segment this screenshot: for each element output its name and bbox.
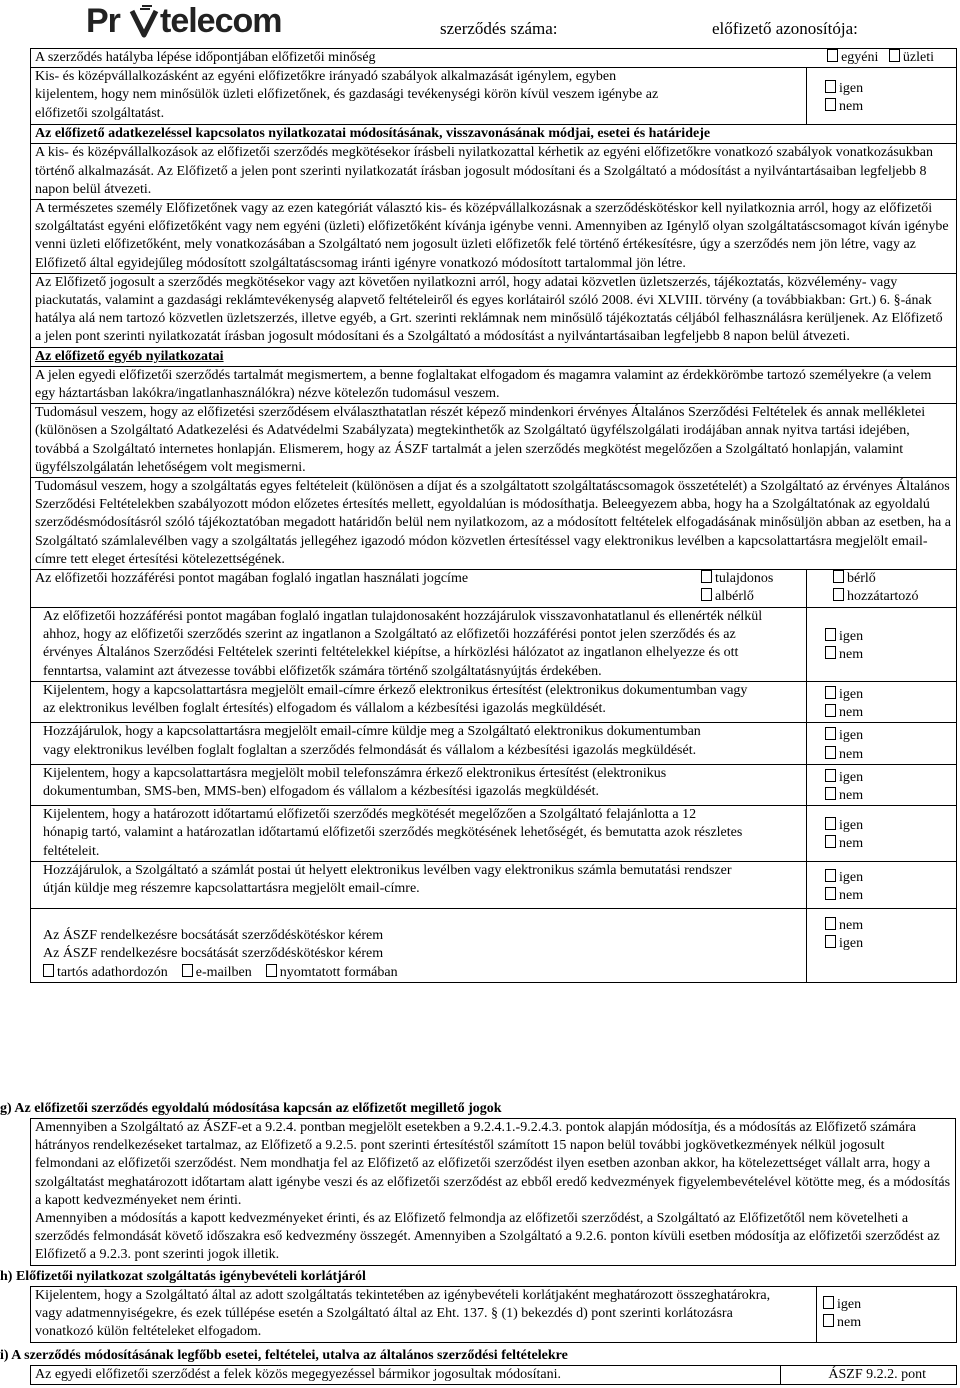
option-no[interactable] bbox=[825, 917, 952, 935]
checkbox-icon[interactable] bbox=[825, 769, 836, 782]
header bbox=[0, 0, 960, 48]
option-label: igen bbox=[839, 869, 864, 885]
checkbox-icon[interactable] bbox=[825, 686, 836, 699]
checkbox-icon[interactable] bbox=[825, 917, 836, 930]
company-logo bbox=[86, 2, 336, 42]
option-label: igen bbox=[839, 769, 864, 785]
checkbox-icon[interactable] bbox=[182, 964, 193, 977]
option-label: nem bbox=[837, 1315, 862, 1331]
electronic-invoice-text bbox=[31, 861, 807, 908]
row-text: Az ÁSZF rendelkezésre bocsátását szerződéskötéskor kérem bbox=[43, 946, 384, 962]
paragraph: Amennyiben a módosítás a kapott kedvezményeket érinti, és az Előfizető felmondja az előfizetői szerződést, a Szolgáltató az Előfizetőtől nem követelheti a szerződés felmondását követő időszakra eső kedvezmény összegét. Amennyiben a Szolgáltató a 9.2.6. ponton kívüli esetben módosítja az előfizetői szerződést az Előfizető a 9.2.3. pont szerinti jogok illetik. bbox=[35, 1211, 940, 1263]
option-label: igen bbox=[839, 936, 864, 952]
checkbox-icon[interactable] bbox=[823, 1314, 834, 1327]
checkbox-icon[interactable] bbox=[43, 964, 54, 977]
row-text: A szerződés hatályba lépése időpontjában előfizetői minőség bbox=[35, 50, 376, 65]
option-yes[interactable] bbox=[825, 817, 952, 835]
option-yes[interactable] bbox=[825, 935, 952, 953]
electronic-invoice-options bbox=[807, 861, 957, 908]
option-no[interactable] bbox=[825, 646, 952, 664]
checkbox-icon[interactable] bbox=[701, 588, 712, 601]
option-tenant[interactable] bbox=[833, 570, 952, 588]
option-no[interactable] bbox=[825, 887, 952, 905]
terms-acknowledgement-text: Tudomásul veszem, hogy az előfizetési szerződésem elválaszthatatlan részét képező mindenkori érvényes Általános Szerződési Feltételek és annak mellékletei (különösen a Szolgáltató Adatkezelési és Adatvédelmi Szabályzata) megtekinthetők az Szolgáltató ügyfélszolgálati irodájában annak nyitva tartási idejében, továbbá a Szolgáltató internetes honlapján. Elismerem, hogy az ÁSZF tartalmát a jelen szerződés megkötést megelőzően a Szolgáltató honlapján, valamint ügyfélszolgálatán lehetőségem volt megismerni. bbox=[31, 404, 957, 478]
section-g-title: g) Az előfizetői szerződés egyoldalú módosítása kapcsán az előfizetőt megillető jogok bbox=[0, 1101, 502, 1116]
option-individual[interactable] bbox=[827, 50, 878, 65]
option-yes[interactable] bbox=[825, 686, 952, 704]
option-label: nem bbox=[839, 887, 864, 903]
option-label: nyomtatott formában bbox=[279, 964, 398, 980]
subscriber-id-label: előfizető azonosítója: bbox=[712, 19, 858, 38]
option-yes[interactable] bbox=[825, 769, 952, 787]
option-no[interactable] bbox=[825, 787, 952, 805]
option-label: igen bbox=[837, 1297, 862, 1313]
option-yes[interactable] bbox=[825, 727, 952, 745]
terms-delivery-text bbox=[31, 909, 807, 983]
checkbox-icon[interactable] bbox=[889, 49, 900, 62]
checkbox-icon[interactable] bbox=[825, 80, 836, 93]
section-i-table bbox=[30, 1365, 957, 1385]
option-label: hozzátartozó bbox=[847, 589, 919, 605]
other-declarations-title: Az előfizető egyéb nyilatkozatai bbox=[31, 347, 957, 366]
option-label: igen bbox=[839, 818, 864, 834]
mobile-notice-text bbox=[31, 764, 807, 805]
option-label: nem bbox=[839, 746, 864, 762]
option-subtenant[interactable] bbox=[701, 588, 811, 606]
paragraph: Amennyiben a Szolgáltató az ÁSZF-et a 9.2.4. pontban megjelölt esetekben a 9.2.4.1.-9.2.4.3. pontok alapján módosítja, és a módosítás az Előfizető számára hátrányos rendelkezéseket tartalmaz, az Előfizető a 9.2.5. pont szerinti értesítéstől számított 15 napon belül további jogkövetkezmények nélkül jogosult felmondani az előfizetői szerződést. Nem mondhatja fel az Előfizető az előfizetői szerződést ilyen esetben azonban akkor, ha kötelezettséget vállalt arra, hogy a szolgáltatást meghatározott időtartam alatt igénybe veszi és az előfizetői szerződést az ebből eredő kedvezmények figyelembevételével kötötte meg, és a módosítás a kapott kedvezményeket nem érinti. bbox=[35, 1120, 951, 1208]
sme-request-text: A kis- és középvállalkozások az előfizetői szerződés megkötésekor írásbeli nyilatkozattal kérhetik az egyéni előfizetőkre vonatkozó szabályok vonatkozásukban történő alkalmazását. Az Előfizető a jelen pont szerinti nyilatkozatát írásban jogosult módosítani és a Szolgáltató a módosítást a nyilvántartásaiban legfeljebb 8 napon belül átvezeti. bbox=[31, 144, 957, 200]
row-text: Az előfizetői hozzáférési pontot magában foglaló ingatlan használati jogcíme bbox=[35, 571, 469, 587]
option-label: tartós adathordozón bbox=[57, 964, 168, 980]
section-g-text bbox=[31, 1119, 956, 1266]
checkbox-icon[interactable] bbox=[825, 835, 836, 848]
owner-consent-options bbox=[807, 608, 957, 682]
option-label: igen bbox=[839, 686, 864, 702]
option-email[interactable] bbox=[182, 965, 252, 980]
checkbox-icon[interactable] bbox=[825, 869, 836, 882]
option-durable-medium[interactable] bbox=[43, 965, 168, 980]
contract-acceptance-text: A jelen egyedi előfizetői szerződés tartalmát megismertem, a benne foglaltakat elfogadom és magamra valamint az érdekkörömbe tartozó személyekre (a velem egy háztartásban lakókra/ingatlanhasználókra) nézve kötelezőn tudomásul veszem. bbox=[31, 366, 957, 403]
svg-text:telecom: telecom bbox=[160, 2, 282, 40]
sme-declaration-options bbox=[807, 68, 957, 125]
row-text: Hozzájárulok, a Szolgáltató a számlát postai út helyett elektronikus levélben vagy elektronikus számla bemutatási rendszer útján küldje meg részemre kapcsolattartásra megjelölt email-címre. bbox=[43, 862, 732, 896]
email-notice-text bbox=[31, 681, 807, 722]
row-text: Az ÁSZF rendelkezésre bocsátását szerződéskötéskor kérem bbox=[43, 928, 384, 944]
option-label: e-mailben bbox=[195, 964, 252, 980]
section-h-title: h) Előfizetői nyilatkozat szolgáltatás igénybevételi korlátjáról bbox=[0, 1269, 366, 1284]
row-text: Hozzájárulok, hogy a kapcsolattartásra megjelölt email-címre küldje meg a Szolgáltató elektronikus dokumentumban vagy elektronikus levélben foglalt foglaltan a szerződés felmondását és vállalom a kézbesítési igazolás megküldését. bbox=[43, 724, 701, 758]
option-yes[interactable] bbox=[823, 1296, 952, 1314]
checkbox-icon[interactable] bbox=[825, 628, 836, 641]
unilateral-change-text: Tudomásul veszem, hogy a szolgáltatás egyes feltételeit (különösen a díjat és a szolgáltatott szolgáltatáscsomagok összetételét) a Szolgáltató az érvényes Általános Szerződési Feltételekben szabályozott módon előzetes értesítés mellett, egyoldalúan is módosíthatja. Beleegyezem abba, hogy ha a Szolgáltatónak az egyoldalú szerződésmódosításról szóló tájékoztatóban megadott határidőn belül nem nyilatkozom, az a módosított feltételek elfogadásának minősüljön abban az esetben, ha a Szolgáltató számlalevélben vagy a szolgáltatás jellegéhez igazodó módon közvetlen értesítéssel vagy elektronikus levélben a kapcsolattartásra megjelölt email-címre tett eleget értesítési kötelezettségének. bbox=[31, 478, 957, 570]
row-text: Kijelentem, hogy a kapcsolattartásra megjelölt mobil telefonszámra érkező elektronikus értesítést (elektronikus dokumentumban, SMS-ben, MMS-ben) elfogadom és vállalom a kézbesítési igazolás megküldését. bbox=[43, 765, 667, 799]
option-yes[interactable] bbox=[825, 869, 952, 887]
row-text: Kijelentem, hogy a kapcsolattartásra megjelölt email-címre érkező elektronikus értesítést (elektronikus dokumentumban vagy az elektronikus levélben foglalt értesítés) elfogadom és vállalom a kézbesítési igazolás megküldését. bbox=[43, 682, 748, 717]
sme-declaration-text bbox=[31, 68, 807, 125]
checkbox-icon[interactable] bbox=[825, 646, 836, 659]
option-label: tulajdonos bbox=[715, 571, 774, 587]
section-h-table bbox=[30, 1286, 957, 1343]
subscriber-quality-options bbox=[807, 49, 957, 68]
email-termination-text bbox=[31, 723, 807, 764]
option-printed[interactable] bbox=[266, 965, 398, 980]
checkbox-icon[interactable] bbox=[825, 935, 836, 948]
section-i-title: i) A szerződés módosításának legfőbb esetei, feltételei, utalva az általános szerződési feltételekre bbox=[0, 1348, 568, 1363]
checkbox-icon[interactable] bbox=[825, 887, 836, 900]
section-h-text bbox=[31, 1287, 817, 1343]
option-label: egyéni bbox=[841, 50, 879, 65]
option-relative[interactable] bbox=[833, 588, 952, 606]
checkbox-icon[interactable] bbox=[825, 746, 836, 759]
svg-text:Pr: Pr bbox=[86, 2, 120, 40]
option-owner[interactable] bbox=[701, 570, 811, 588]
option-label: nem bbox=[839, 99, 864, 115]
option-label: üzleti bbox=[902, 50, 934, 65]
option-label: nem bbox=[839, 918, 864, 934]
owner-consent-text bbox=[31, 608, 807, 682]
checkbox-icon[interactable] bbox=[833, 570, 844, 583]
checkbox-icon[interactable] bbox=[825, 704, 836, 717]
option-label: bérlő bbox=[847, 571, 876, 587]
email-termination-options bbox=[807, 723, 957, 764]
direct-marketing-declaration-text: Az Előfizető jogosult a szerződés megkötésekor vagy azt követően nyilatkozni arról, hogy adatai közvetlen üzletszerzés, tájékoztatás, közvélemény- vagy piackutatás, valamint a gazdasági reklámtevékenység alapvető feltételeiről és egyes korlátairól szóló 2008. évi XLVIII. törvény (a továbbiakban: Grt.) 6. §-ának hatálya alá nem tartozó közvetlen üzletszerzés, illetve egyéb, a Grt. szerinti reklámnak nem minősülő tájékoztatás céljából felhasználásra kerüljenek. Az Előfizető a jelen pont szerinti nyilatkozatát írásban jogosult módosítani és a Szolgáltató a módosítást a nyilvántartásaiban legfeljebb 8 napon belül átvezeti. bbox=[31, 273, 957, 347]
option-yes[interactable] bbox=[825, 80, 952, 98]
contract-number-label: szerződés száma: bbox=[440, 19, 558, 38]
declaration-table bbox=[30, 48, 957, 983]
terms-delivery-format-options bbox=[35, 964, 802, 982]
checkbox-icon[interactable] bbox=[833, 588, 844, 601]
option-no[interactable] bbox=[825, 746, 952, 764]
checkbox-icon[interactable] bbox=[825, 98, 836, 111]
row-text: Az előfizetői hozzáférési pontot magában foglaló ingatlan tulajdonosaként hozzájárulok visszavonhatatlanul és ellenérték nélkül ahhoz, hogy az előfizetői szerződés szerint az ingatlanon a Szolgáltató az előfizetői hozzáférési pontot jelen szerződés és az érvényes Általános Szerződési Feltételek szerinti feltételekkel kiépítse, a hírközlési hálózatot az ingatlanon elhelyezze és ott fenntartsa, valamint azt átvezesse további előfizetők számára történő szolgáltatásnyújtás érdekében. bbox=[43, 609, 763, 679]
checkbox-icon[interactable] bbox=[825, 787, 836, 800]
checkbox-icon[interactable] bbox=[825, 817, 836, 830]
section-i-text: Az egyedi előfizetői szerződést a felek közös megegyezéssel bármikor jogosultak módosítani. bbox=[31, 1366, 781, 1385]
property-use-options-left bbox=[701, 570, 811, 606]
option-business[interactable] bbox=[889, 50, 934, 65]
option-no[interactable] bbox=[825, 704, 952, 722]
checkbox-icon[interactable] bbox=[701, 570, 712, 583]
option-label: nem bbox=[839, 836, 864, 852]
option-label: nem bbox=[839, 705, 864, 721]
checkbox-icon[interactable] bbox=[823, 1296, 834, 1309]
email-notice-options bbox=[807, 681, 957, 722]
option-no[interactable] bbox=[825, 835, 952, 853]
checkbox-icon[interactable] bbox=[266, 964, 277, 977]
option-label: nem bbox=[839, 647, 864, 663]
fixed-term-offer-text bbox=[31, 806, 807, 862]
option-label: nem bbox=[839, 787, 864, 803]
checkbox-icon[interactable] bbox=[825, 727, 836, 740]
natural-person-declaration-text: A természetes személy Előfizetőnek vagy az ezen kategóriát választó kis- és középvállalkozásnak a szerződéskötéskor kell nyilatkoznia arról, hogy az előfizetői szolgáltatást egyéni előfizetőként vagy nem egyéni (üzleti) előfizetőként kívánja igénybe venni. Amennyiben az Igénylő olyan szolgáltatáscsomagot kíván igénybe venni üzleti előfizetőként, mely vonatkozásában a Szolgáltató nem jogosult üzleti előfizetők felé történő értékesítésre, úgy a szerződés nem jön létre, vagy az Előfizető által egyidejűleg módosított szolgáltatáscsomag iránti igényre vonatkozó módosított tartalommal jön létre. bbox=[31, 200, 957, 274]
property-use-options-right bbox=[807, 570, 957, 608]
checkbox-icon[interactable] bbox=[827, 49, 838, 62]
option-label: igen bbox=[839, 629, 864, 645]
mobile-notice-options bbox=[807, 764, 957, 805]
terms-delivery-options bbox=[807, 909, 957, 983]
fixed-term-offer-options bbox=[807, 806, 957, 862]
data-handling-section-title: Az előfizető adatkezeléssel kapcsolatos nyilatkozatai módosításának, visszavonásának módjai, esetei és határideje bbox=[31, 125, 957, 144]
option-no[interactable] bbox=[823, 1314, 952, 1332]
option-yes[interactable] bbox=[825, 628, 952, 646]
option-label: albérlő bbox=[715, 589, 754, 605]
option-label: igen bbox=[839, 81, 864, 97]
property-use-title-row bbox=[31, 570, 807, 608]
option-label: igen bbox=[839, 728, 864, 744]
section-h-options bbox=[817, 1287, 957, 1343]
subscriber-quality-text bbox=[31, 49, 807, 68]
paragraph: Kijelentem, hogy a Szolgáltató által az adott szolgáltatás tekintetében az igénybevételi korlátjaként meghatározott összeghatárokra, vagy adatmennyiségekre, és ezek túllépése esetén a Szolgáltató által az Eht. 137. § (1) bekezdés d) pont szerinti korlátozásra vonatkozó külön feltételeket elfogadom. bbox=[35, 1288, 771, 1340]
row-text: Kis- és középvállalkozásként az egyéni előfizetőkre irányadó szabályok alkalmazását igénylem, egyben kijelentem, hogy nem minősülök üzleti előfizetőnek, és gazdasági tevékenységi körön kívül veszem igénybe az előfizetői szolgáltatást. bbox=[35, 69, 659, 121]
section-g-table bbox=[30, 1118, 956, 1266]
row-text: Kijelentem, hogy a határozott időtartamú előfizetői szerződés megkötését megelőzően a Szolgáltató felajánlotta a 12 hónapig tartó, valamint a határozatlan időtartamú előfizetői szerződés megkötésének lehetőségét, és bemutatta azok részletes feltételeit. bbox=[43, 807, 743, 859]
section-i-reference: ÁSZF 9.2.2. pont bbox=[781, 1366, 957, 1385]
option-no[interactable] bbox=[825, 98, 952, 116]
